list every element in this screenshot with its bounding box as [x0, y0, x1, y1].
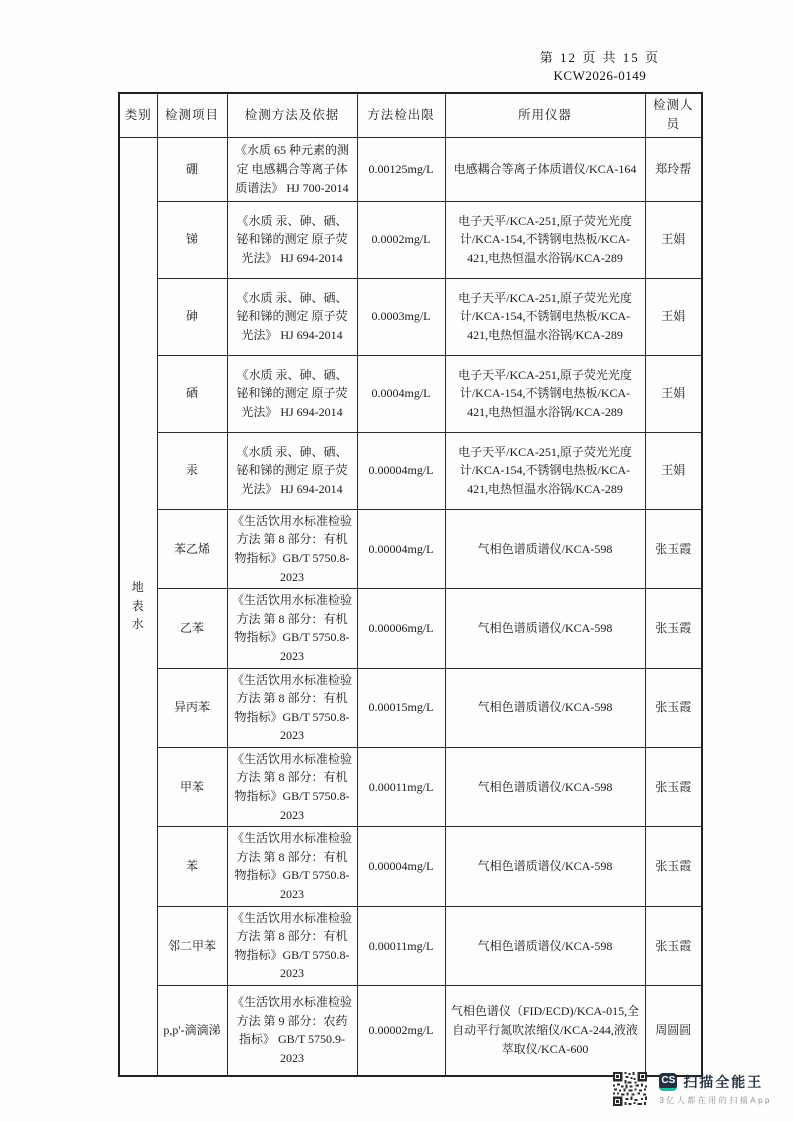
person-cell: 张玉霞: [645, 747, 702, 826]
limit-cell: 0.00125mg/L: [357, 137, 445, 201]
method-cell: 《生活饮用水标准检验方法 第 8 部分：有机物指标》GB/T 5750.8-2023: [227, 509, 357, 588]
method-cell: 《生活饮用水标准检验方法 第 8 部分：有机物指标》GB/T 5750.8-2023: [227, 668, 357, 747]
person-cell: 张玉霞: [645, 668, 702, 747]
limit-cell: 0.00002mg/L: [357, 986, 445, 1076]
method-cell: 《生活饮用水标准检验方法 第 8 部分：有机物指标》GB/T 5750.8-2023: [227, 906, 357, 985]
header-category: 类别: [119, 93, 157, 137]
instrument-cell: 气相色谱质谱仪/KCA-598: [445, 906, 645, 985]
instrument-cell: 气相色谱质谱仪/KCA-598: [445, 827, 645, 906]
page-header: [540, 49, 660, 85]
instrument-cell: 电子天平/KCA-251,原子荧光光度计/KCA-154,不锈钢电热板/KCA-421,电热恒温水浴锅/KCA-289: [445, 432, 645, 509]
qr-code-icon: [613, 1072, 647, 1106]
method-cell: 《生活饮用水标准检验方法 第 8 部分：有机物指标》GB/T 5750.8-2023: [227, 827, 357, 906]
person-cell: 张玉霞: [645, 589, 702, 668]
person-cell: 周圆圆: [645, 986, 702, 1076]
instrument-cell: 气相色谱质谱仪/KCA-598: [445, 589, 645, 668]
person-cell: 张玉霞: [645, 906, 702, 985]
table-row: [119, 355, 702, 432]
item-cell: 邻二甲苯: [157, 906, 227, 985]
method-cell: 《水质 65 种元素的测定 电感耦合等离子体质谱法》 HJ 700-2014: [227, 137, 357, 201]
method-cell: 《水质 汞、砷、硒、铋和锑的测定 原子荧光法》 HJ 694-2014: [227, 278, 357, 355]
method-cell: 《生活饮用水标准检验方法 第 8 部分：有机物指标》GB/T 5750.8-2023: [227, 747, 357, 826]
instrument-cell: 气相色谱仪（FID/ECD)/KCA-015,全自动平行氮吹浓缩仪/KCA-244,液液萃取仪/KCA-600: [445, 986, 645, 1076]
item-cell: 硒: [157, 355, 227, 432]
header-test-item: 检测项目: [157, 93, 227, 137]
camscanner-logo-icon: CS: [659, 1073, 677, 1091]
limit-cell: 0.00004mg/L: [357, 827, 445, 906]
table-row: [119, 986, 702, 1076]
item-cell: 锑: [157, 201, 227, 278]
limit-cell: 0.00015mg/L: [357, 668, 445, 747]
header-method: 检测方法及依据: [227, 93, 357, 137]
instrument-cell: 电子天平/KCA-251,原子荧光光度计/KCA-154,不锈钢电热板/KCA-421,电热恒温水浴锅/KCA-289: [445, 201, 645, 278]
person-cell: 王娟: [645, 201, 702, 278]
item-cell: 甲苯: [157, 747, 227, 826]
item-cell: 硼: [157, 137, 227, 201]
limit-cell: 0.00011mg/L: [357, 906, 445, 985]
instrument-cell: 气相色谱质谱仪/KCA-598: [445, 509, 645, 588]
scanner-brand-name: 扫描全能王: [683, 1074, 764, 1090]
instrument-cell: 电感耦合等离子体质谱仪/KCA-164: [445, 137, 645, 201]
table-row: [119, 509, 702, 588]
person-cell: 王娟: [645, 355, 702, 432]
limit-cell: 0.00006mg/L: [357, 589, 445, 668]
person-cell: 张玉霞: [645, 509, 702, 588]
table-row: [119, 668, 702, 747]
person-cell: 张玉霞: [645, 827, 702, 906]
table-row: [119, 432, 702, 509]
table-row: [119, 906, 702, 985]
item-cell: 乙苯: [157, 589, 227, 668]
method-cell: 《水质 汞、砷、硒、铋和锑的测定 原子荧光法》 HJ 694-2014: [227, 355, 357, 432]
item-cell: 异丙苯: [157, 668, 227, 747]
table-row: [119, 827, 702, 906]
instrument-cell: 电子天平/KCA-251,原子荧光光度计/KCA-154,不锈钢电热板/KCA-421,电热恒温水浴锅/KCA-289: [445, 278, 645, 355]
table-row: [119, 201, 702, 278]
person-cell: 王娟: [645, 432, 702, 509]
item-cell: 汞: [157, 432, 227, 509]
table-row: [119, 589, 702, 668]
table-row: [119, 747, 702, 826]
method-cell: 《水质 汞、砷、硒、铋和锑的测定 原子荧光法》 HJ 694-2014: [227, 201, 357, 278]
limit-cell: 0.0002mg/L: [357, 201, 445, 278]
method-cell: 《生活饮用水标准检验方法 第 9 部分：农药指标》 GB/T 5750.9-2023: [227, 986, 357, 1076]
item-cell: 苯: [157, 827, 227, 906]
table-row: [119, 278, 702, 355]
scanner-app-footer: [613, 1072, 772, 1106]
header-instrument: 所用仪器: [445, 93, 645, 137]
scanner-tagline: 3亿人都在用的扫描App: [659, 1096, 772, 1105]
instrument-cell: 电子天平/KCA-251,原子荧光光度计/KCA-154,不锈钢电热板/KCA-421,电热恒温水浴锅/KCA-289: [445, 355, 645, 432]
header-detection-limit: 方法检出限: [357, 93, 445, 137]
limit-cell: 0.00011mg/L: [357, 747, 445, 826]
method-cell: 《生活饮用水标准检验方法 第 8 部分：有机物指标》GB/T 5750.8-2023: [227, 589, 357, 668]
test-methods-table: [118, 92, 701, 1077]
instrument-cell: 气相色谱质谱仪/KCA-598: [445, 747, 645, 826]
person-cell: 郑玲帮: [645, 137, 702, 201]
header-personnel: 检测人员: [645, 93, 702, 137]
instrument-cell: 气相色谱质谱仪/KCA-598: [445, 668, 645, 747]
document-number: KCW2026-0149: [553, 68, 647, 84]
table-row: [119, 137, 702, 201]
item-cell: 砷: [157, 278, 227, 355]
person-cell: 王娟: [645, 278, 702, 355]
item-cell: p,p'-滴滴涕: [157, 986, 227, 1076]
limit-cell: 0.00004mg/L: [357, 432, 445, 509]
table-header-row: [119, 93, 702, 137]
category-cell: 地表水: [119, 137, 157, 1075]
method-cell: 《水质 汞、砷、硒、铋和锑的测定 原子荧光法》 HJ 694-2014: [227, 432, 357, 509]
limit-cell: 0.0004mg/L: [357, 355, 445, 432]
limit-cell: 0.0003mg/L: [357, 278, 445, 355]
item-cell: 苯乙烯: [157, 509, 227, 588]
limit-cell: 0.00004mg/L: [357, 509, 445, 588]
page-number: 第 12 页 共 15 页: [539, 50, 660, 65]
